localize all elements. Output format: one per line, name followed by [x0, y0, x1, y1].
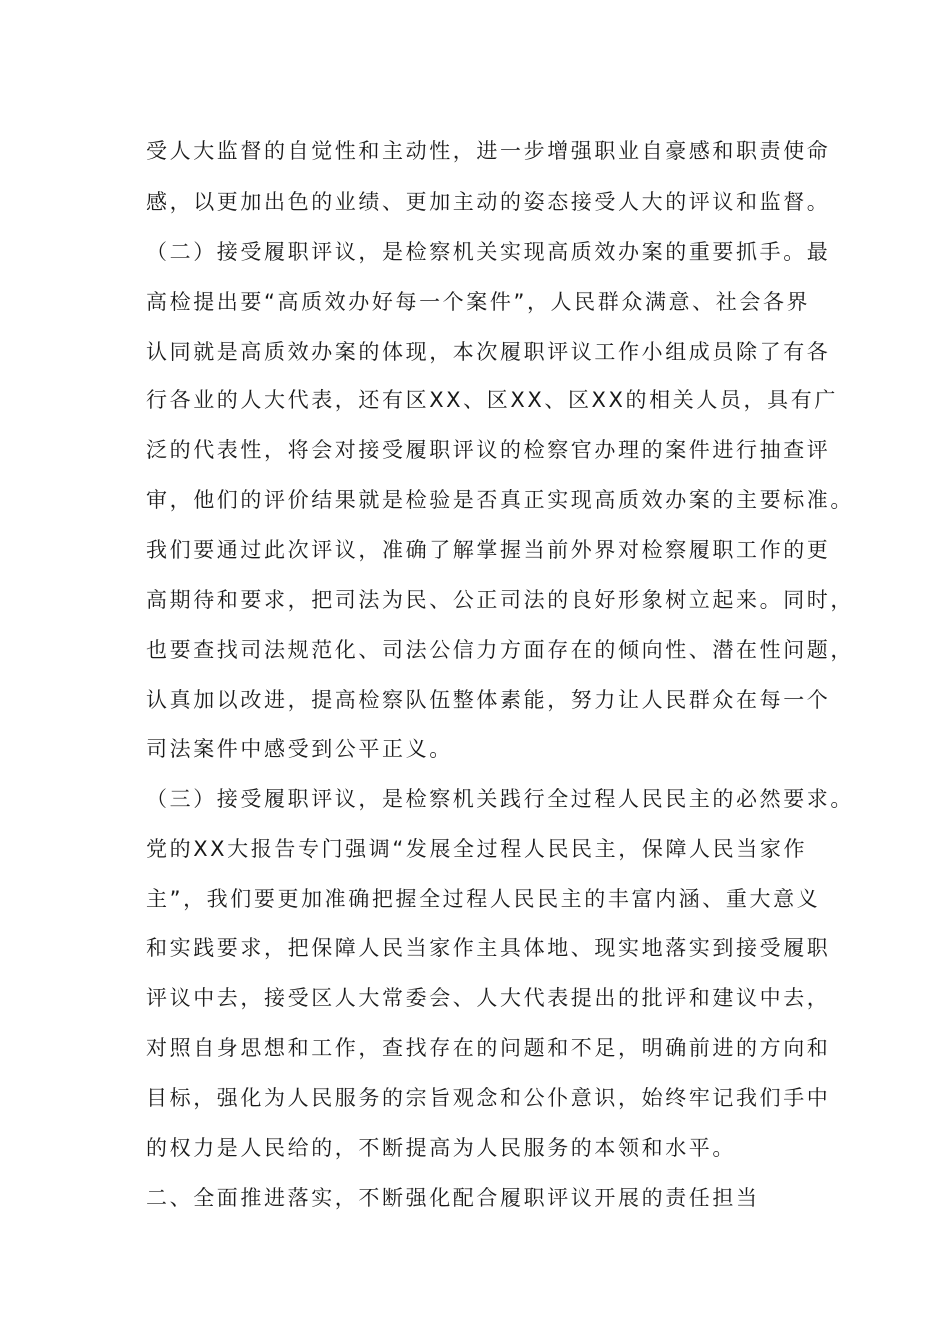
text-line: 认真加以改进，提高检察队伍整体素能，努力让人民群众在每一个	[146, 688, 831, 712]
text-line: 主”，我们要更加准确把握全过程人民民主的丰富内涵、重大意义	[146, 887, 821, 911]
text-line: 我们要通过此次评议，准确了解掌握当前外界对检察履职工作的更	[146, 538, 831, 562]
section-heading: （三）接受履职评议，是检察机关践行全过程人民民主的必然要求。	[146, 787, 854, 811]
text-line: 审，他们的评价结果就是检验是否真正实现高质效办案的主要标准。	[146, 488, 854, 512]
section-heading: 二、全面推进落实，不断强化配合履职评议开展的责任担当	[146, 1186, 760, 1210]
text-line: 泛的代表性，将会对接受履职评议的检察官办理的案件进行抽查评	[146, 438, 831, 462]
text-line: 受人大监督的自觉性和主动性，进一步增强职业自豪感和职责使命	[146, 139, 831, 163]
text-line: 目标，强化为人民服务的宗旨观念和公仆意识，始终牢记我们手中	[146, 1086, 831, 1110]
text-line: 也要查找司法规范化、司法公信力方面存在的倾向性、潜在性问题，	[146, 638, 854, 662]
text-line: 的权力是人民给的，不断提高为人民服务的本领和水平。	[146, 1136, 736, 1160]
text-line: 司法案件中感受到公平正义。	[146, 737, 453, 761]
text-line: 感，以更加出色的业绩、更加主动的姿态接受人大的评议和监督。	[146, 190, 831, 214]
section-heading: （二）接受履职评议，是检察机关实现高质效办案的重要抓手。最	[146, 240, 831, 264]
text-line: 行各业的人大代表，还有区XX、区XX、区XX的相关人员，具有广	[146, 388, 838, 412]
text-line: 评议中去，接受区人大常委会、人大代表提出的批评和建议中去，	[146, 986, 831, 1010]
text-line: 认同就是高质效办案的体现，本次履职评议工作小组成员除了有各	[146, 340, 831, 364]
text-line: 高检提出要“高质效办好每一个案件”，人民群众满意、社会各界	[146, 290, 811, 314]
text-line: 高期待和要求，把司法为民、公正司法的良好形象树立起来。同时，	[146, 588, 854, 612]
text-line: 党的XX大报告专门强调“发展全过程人民民主，保障人民当家作	[146, 837, 808, 861]
text-line: 和实践要求，把保障人民当家作主具体地、现实地落实到接受履职	[146, 936, 831, 960]
text-line: 对照自身思想和工作，查找存在的问题和不足，明确前进的方向和	[146, 1036, 831, 1060]
